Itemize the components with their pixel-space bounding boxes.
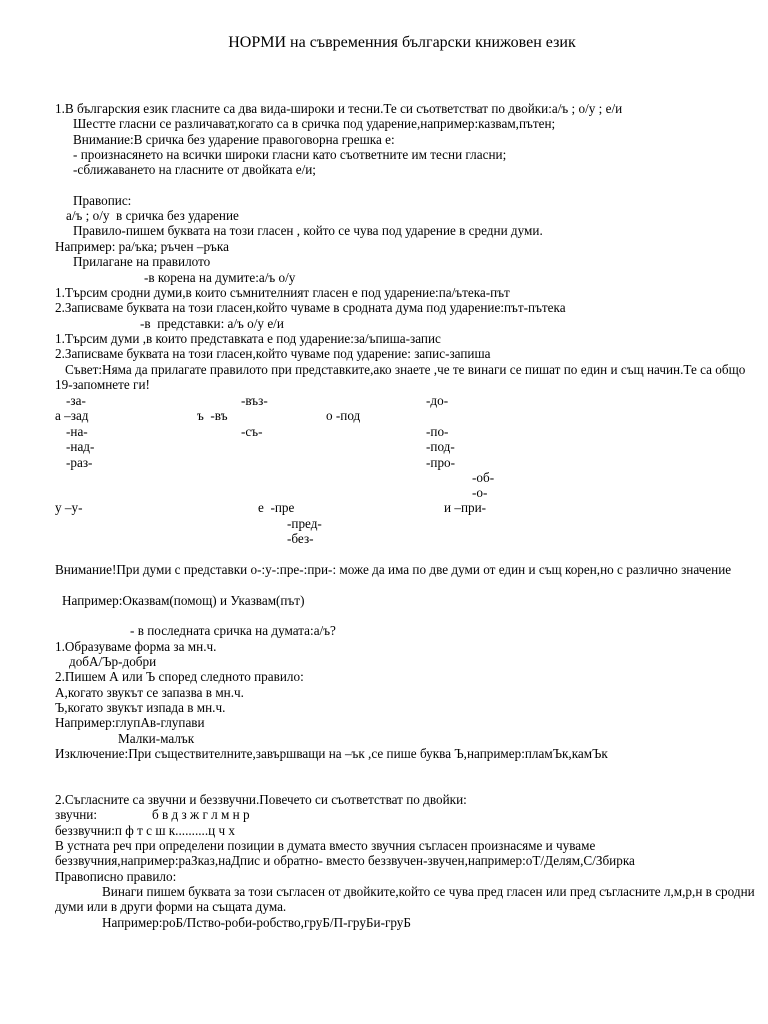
text-line: Изключение:При съществителните,завършващи на –ък ,се пише буква Ъ,например:пламЪк,камЪк xyxy=(55,746,608,761)
text-line: А,когато звукът се запазва в мн.ч. xyxy=(55,685,244,700)
text-line: 1.В българския език гласните са два вида-широки и тесни.Те си съответстват по двойки:а/ъ ; о/у ; е/и xyxy=(55,101,623,116)
prefix-item: -без- xyxy=(287,531,314,546)
text-line: -в представки: а/ъ о/у е/и xyxy=(140,316,284,331)
text-paragraph: Съвет:Няма да прилагате правилото при представките,ако знаете ,че те винаги се пишат по един и същ начин.Те са общо 19-запомнете ги! xyxy=(55,362,746,393)
prefix-item: -под- xyxy=(426,439,455,454)
text-line: 1.Образуваме форма за мн.ч. xyxy=(55,639,217,654)
prefix-item: -о- xyxy=(472,485,488,500)
text-line: -сближаването на гласните от двойката е/и; xyxy=(73,162,316,177)
document-title: НОРМИ на съвременния български книжовен език xyxy=(228,34,576,51)
prefix-item: е -пре xyxy=(258,500,295,515)
prefix-item: -над- xyxy=(66,439,95,454)
text-line: Внимание:В сричка без ударение правоговорна грешка е: xyxy=(73,132,395,147)
text-line: Правопис: xyxy=(73,193,132,208)
prefix-item: -до- xyxy=(426,393,449,408)
text-line: Прилагане на правилото xyxy=(73,254,211,269)
text-line: Шестте гласни се различават,когато са в сричка под ударение,например:казвам,пътен; xyxy=(73,116,556,131)
text-line: 2.Записваме буквата на този гласен,който чуваме под ударение: запис-запиша xyxy=(55,346,491,361)
text-line: - произнасянето на всички широки гласни като съответните им тесни гласни; xyxy=(73,147,507,162)
text-line: Например: ра/ъка; ръчен –ръка xyxy=(55,239,229,254)
prefix-item: у –у- xyxy=(55,500,83,515)
prefix-item: ъ -въ xyxy=(197,408,228,423)
prefix-item: -по- xyxy=(426,424,449,439)
text-line: б в д з ж г л м н р xyxy=(152,807,250,822)
prefix-item: -пред- xyxy=(287,516,322,531)
text-line: 1.Търсим сродни думи,в които съмнителният гласен е под ударение:па/ътека-път xyxy=(55,285,510,300)
prefix-item: а –зад xyxy=(55,408,89,423)
text-line: 2.Пишем А или Ъ според следното правило: xyxy=(55,669,304,684)
text-line: а/ъ ; о/у в сричка без ударение xyxy=(66,208,239,223)
text-line: Например:Оказвам(помощ) и Указвам(път) xyxy=(62,593,305,608)
text-line: 2.Съгласните са звучни и беззвучни.Повечето си съответстват по двойки: xyxy=(55,792,467,807)
prefix-item: и –при- xyxy=(444,500,487,515)
prefix-item: -об- xyxy=(472,470,495,485)
text-line: Например:роБ/Пство-роби-робство,груБ/П-груБи-груБ xyxy=(102,915,411,930)
text-line: Например:глупАв-глупави xyxy=(55,715,205,730)
text-line: 1.Търсим думи ,в които представката е под ударение:за/ъпиша-запис xyxy=(55,331,441,346)
text-line: добА/Ър-добри xyxy=(69,654,157,669)
prefix-item: -въз- xyxy=(241,393,268,408)
prefix-item: -на- xyxy=(66,424,88,439)
text-line: 2.Записваме буквата на този гласен,който чуваме в сродната дума под ударение:път-пътека xyxy=(55,300,566,315)
text-line: Малки-малък xyxy=(118,731,195,746)
text-line: беззвучни:п ф т с ш к..........ц ч х xyxy=(55,823,236,838)
text-paragraph: Внимание!При думи с представки о-:у-:пре-:при-: може да има по две думи от един и същ корен,но с различно значение xyxy=(55,562,732,577)
prefix-item: -за- xyxy=(66,393,86,408)
text-line: Правописно правило: xyxy=(55,869,177,884)
prefix-item: о -под xyxy=(326,408,361,423)
text-line: Ъ,когато звукът изпада в мн.ч. xyxy=(55,700,226,715)
prefix-item: -съ- xyxy=(241,424,263,439)
text-line: - в последната сричка на думата:а/ъ? xyxy=(130,623,336,638)
text-paragraph: Винаги пишем буквата за този съгласен от двойките,който се чува пред гласен или пред съгласните л,м,р,н в сродни думи или в други форми на същата дума. xyxy=(55,884,755,915)
prefix-item: -про- xyxy=(426,455,456,470)
prefix-item: -раз- xyxy=(66,455,93,470)
text-paragraph: В устната реч при определени позиции в думата вместо звучния съгласен произнасяме и чуваме беззвучния,например:раЗказ,наДпис и обратно- вместо беззвучен-звучен,например:оТ/Делям,С/Збирка xyxy=(55,838,635,869)
text-line: звучни: xyxy=(55,807,97,822)
text-line: -в корена на думите:а/ъ о/у xyxy=(144,270,296,285)
text-line: Правило-пишем буквата на този гласен , който се чува под ударение в средни думи. xyxy=(73,223,543,238)
